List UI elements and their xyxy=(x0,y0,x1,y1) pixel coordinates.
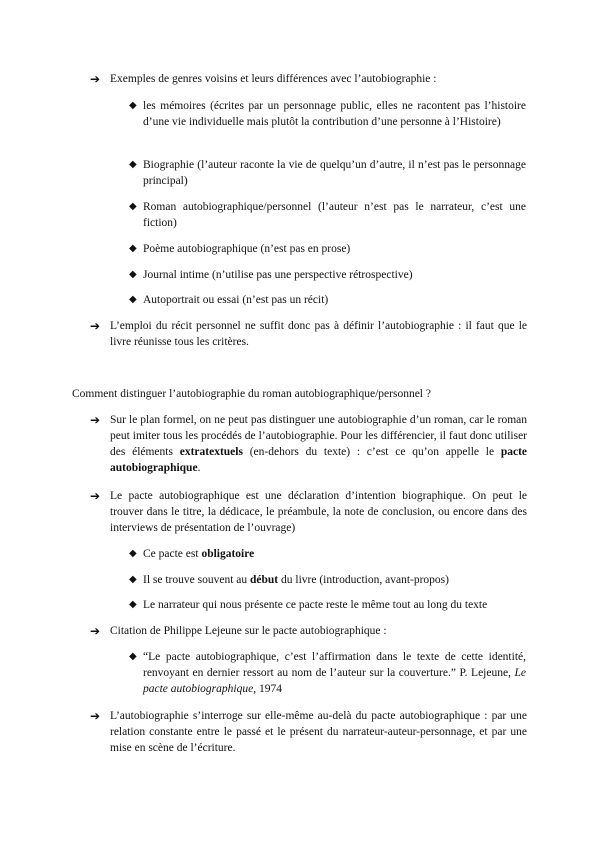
genre-item-text: Poème autobiographique (n’est pas en prose) xyxy=(143,243,351,255)
list-item xyxy=(129,267,526,283)
diamond-icon: ◆ xyxy=(129,294,137,305)
keyword-obligatoire: obligatoire xyxy=(201,548,255,560)
arrow-icon: ➔ xyxy=(90,72,101,86)
genre-item-text: Journal intime (n’utilise pas une perspective rétrospective) xyxy=(143,269,413,281)
genres-intro-text: Exemples de genres voisins et leurs différences avec l’autobiographie : xyxy=(110,73,437,85)
pacte-definition-text: Le pacte autobiographique est une déclaration d’intention biographique. On peut le trouver dans le titre, la dédicace, le préambule, la note de conclusion, ou encore dans des interviews de présentation de l’ouvrage) xyxy=(110,490,527,534)
list-item xyxy=(129,292,526,308)
list-item xyxy=(129,199,526,231)
bullet-pacte-definition xyxy=(90,488,527,536)
bullet-formal xyxy=(90,412,527,476)
sub-item-text: Le narrateur qui nous présente ce pacte reste le même tout au long du texte xyxy=(143,599,488,611)
bullet-citation xyxy=(90,623,527,639)
arrow-icon: ➔ xyxy=(90,489,101,503)
genre-item-text: les mémoires (écrites par un personnage public, elles ne racontent pas l’histoire d’une vie individuelle mais plutôt la contribution d’une personne à l’Histoire) xyxy=(143,100,526,128)
arrow-icon: ➔ xyxy=(90,624,101,638)
formal-text: Sur le plan formel, on ne peut pas distinguer une autobiographie d’un roman, car le roman peut imiter tous les procédés de l’autobiographie. Pour les différencier, il faut donc utiliser des éléments extratextuels (en-dehors du texte) : c’est ce qu’on appelle le pacte autobiographique. xyxy=(110,414,528,474)
diamond-icon: ◆ xyxy=(129,574,137,585)
list-item xyxy=(129,597,526,613)
arrow-icon: ➔ xyxy=(90,413,101,427)
diamond-icon: ◆ xyxy=(129,243,137,254)
list-item xyxy=(129,98,526,130)
diamond-icon: ◆ xyxy=(129,159,137,170)
keyword-pacte: pacte autobiographique xyxy=(110,446,528,474)
list-item xyxy=(129,546,526,562)
bullet-genres-intro xyxy=(90,71,530,87)
arrow-icon: ➔ xyxy=(90,319,101,333)
genre-item-text: Autoportrait ou essai (n’est pas un récit) xyxy=(143,294,329,306)
genre-item-text: Roman autobiographique/personnel (l’auteur n’est pas le narrateur, c’est une fiction) xyxy=(143,201,526,229)
keyword-extratextuels: extratextuels xyxy=(179,446,243,458)
list-item xyxy=(129,157,526,189)
bullet-final xyxy=(90,708,527,756)
sub-item-text: Ce pacte est obligatoire xyxy=(143,548,255,560)
citation-intro-text: Citation de Philippe Lejeune sur le pacte autobiographique : xyxy=(110,625,387,637)
arrow-icon: ➔ xyxy=(90,709,101,723)
quote-text: “Le pacte autobiographique, c’est l’affirmation dans le texte de cette identité, renvoyant en dernier ressort au nom de l’auteur sur la couverture.” P. Lejeune, Le pacte autobiographique, 1974 xyxy=(143,651,526,695)
bullet-conclusion xyxy=(90,318,527,350)
diamond-icon: ◆ xyxy=(129,548,137,559)
section-question: Comment distinguer l’autobiographie du roman autobiographique/personnel ? xyxy=(72,388,431,400)
list-item xyxy=(129,241,526,257)
diamond-icon: ◆ xyxy=(129,651,137,662)
diamond-icon: ◆ xyxy=(129,269,137,280)
conclusion-text: L’emploi du récit personnel ne suffit donc pas à définir l’autobiographie : il faut que le livre réunisse tous les critères. xyxy=(110,320,527,348)
sub-item-text: Il se trouve souvent au début du livre (introduction, avant-propos) xyxy=(143,574,449,586)
keyword-debut: début xyxy=(250,574,279,586)
diamond-icon: ◆ xyxy=(129,100,137,111)
final-text: L’autobiographie s’interroge sur elle-même au-delà du pacte autobiographique : par une relation constante entre le passé et le présent du narrateur-auteur-personnage, et par une mise en scène de l’écriture. xyxy=(110,710,527,754)
diamond-icon: ◆ xyxy=(129,599,137,610)
list-item xyxy=(129,572,526,588)
diamond-icon: ◆ xyxy=(129,201,137,212)
list-item xyxy=(129,649,526,697)
book-title: Le pacte autobiographique xyxy=(143,667,526,695)
genre-item-text: Biographie (l’auteur raconte la vie de quelqu’un d’autre, il n’est pas le personnage principal) xyxy=(143,159,526,187)
